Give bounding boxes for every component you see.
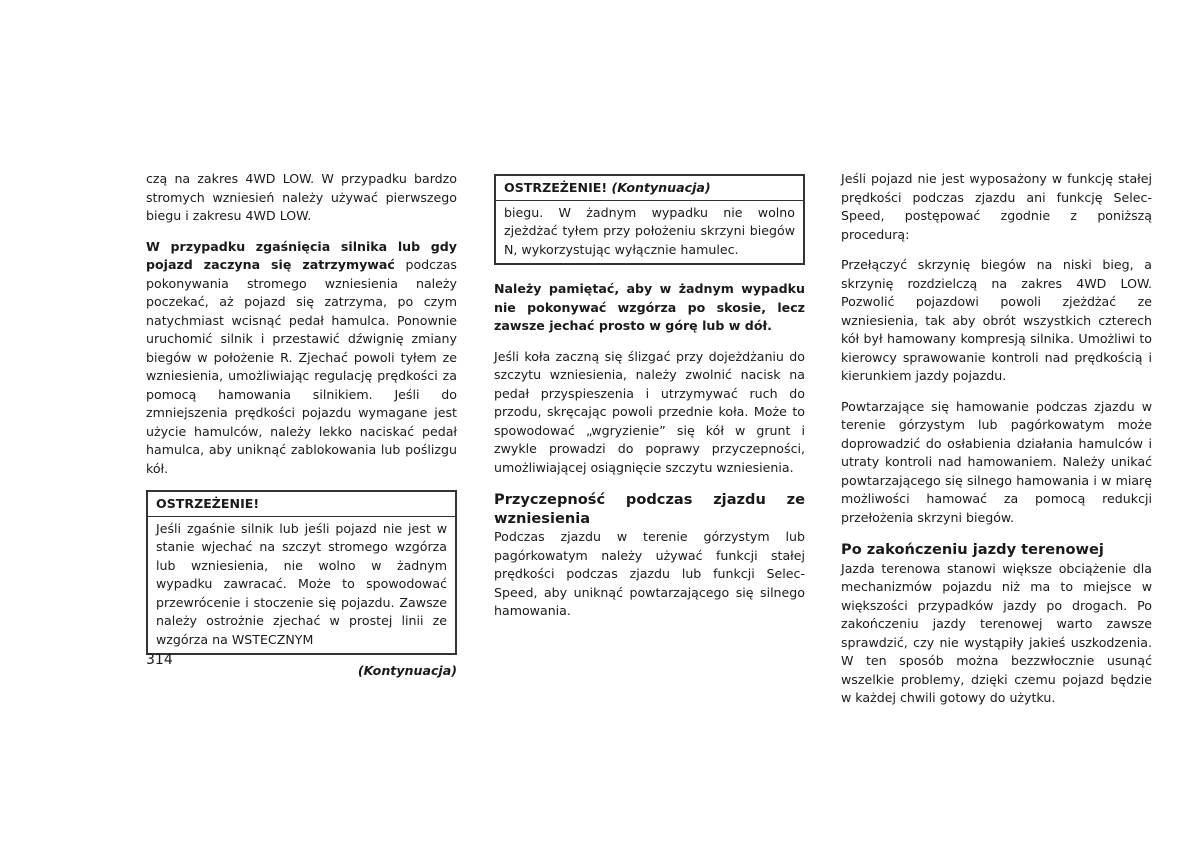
warning-title: OSTRZEŻENIE!: [148, 492, 455, 517]
warning-box: [146, 490, 457, 655]
continued-label: (Kontynuacja): [357, 663, 457, 678]
section-heading-descent-traction: Przyczepność podczas zjazdu ze wzniesienia: [494, 491, 805, 527]
paragraph-engine-stall-bold: W przypadku zgaśnięcia silnika lub gdy pojazd zaczyna się zatrzymywać: [146, 238, 457, 272]
paragraph-wheel-slip: Jeśli koła zaczną się ślizgać przy dojeżdżaniu do szczytu wzniesienia, należy zwolnić nacisk na pedał przyspieszenia i utrzymywać ruch do przodu, skręcając powoli przednie koła. Może to spowodować „wgryzienie” się kół w grunt i zwykle prowadzi do poprawy przyczepności, umożliwiającej osiągnięcie szczytu wzniesienia.: [494, 348, 805, 475]
paragraph-slope-note: Należy pamiętać, aby w żadnym wypadku nie pokonywać wzgórza po skosie, lecz zawsze jechać prosto w górę lub w dół.: [494, 281, 805, 333]
page-number: 314: [146, 652, 173, 668]
warning-text-continued: biegu. W żadnym wypadku nie wolno zjeżdżać tyłem przy położeniu skrzyni biegów N, wykorzystując wyłącznie hamulec.: [504, 204, 795, 257]
paragraph-4wd-low: czą na zakres 4WD LOW. W przypadku bardzo stromych wzniesień należy używać pierwszego biegu i zakresu 4WD LOW.: [146, 171, 457, 223]
paragraph-after-offroad: Jazda terenowa stanowi większe obciążenie dla mechanizmów pojazdu niż ma to miejsce w większości przypadków jazdy po drogach. Po zakończeniu jazdy terenowej warto zawsze sprawdzić, czy nie wystąpiły jakieś uszkodzenia. W ten sposób można bezzwłocznie usunąć wszelkie problemy, dzięki czemu pojazd będzie w każdej chwili gotowy do użytku.: [841, 560, 1152, 705]
warning-title-continued: [496, 176, 803, 201]
column-left: [146, 170, 457, 681]
paragraph-low-gear-procedure: Przełączyć skrzynię biegów na niski bieg, a skrzynię rozdzielczą na zakres 4WD LOW. Pozwolić pojazdowi powoli zjeżdżać ze wzniesienia, tak aby obrót wszystkich czterech kół był hamowany kompresją silnika. Umożliwi to kierowcy sprawowanie kontroli nad prędkością i kierunkiem jazdy pojazdu.: [841, 257, 1152, 383]
warning-box-continued: [494, 174, 805, 265]
column-right: [841, 170, 1152, 708]
warning-continued-tag: (Kontynuacja): [611, 180, 711, 195]
section-heading-after-offroad: Po zakończeniu jazdy terenowej: [841, 541, 1104, 558]
paragraph-engine-stall-text: podczas pokonywania stromego wzniesienia należy poczekać, aż pojazd się zatrzyma, po czym natychmiast wcisnąć pedał hamulca. Ponownie uruchomić silnik i przestawić dźwignię zmiany biegów w położenie R. Zjechać powoli tyłem ze wzniesienia, umożliwiając regulację prędkości za pomocą hamowania silnikiem. Jeśli do zmniejszenia prędkości pojazdu wymagane jest użycie hamulców, należy lekko naciskać pedał hamulca, aby uniknąć zablokowania lub poślizgu kół.: [146, 257, 457, 476]
column-middle: [494, 170, 805, 621]
paragraph-repeated-braking: Powtarzające się hamowanie podczas zjazdu w terenie górzystym lub pagórkowatym może doprowadzić do osłabienia działania hamulców i utraty kontroli nad hamowaniem. Należy unikać powtarzającego się silnego hamowania i w miarę możliwości hamować za pomocą redukcji przełożenia skrzyni biegów.: [841, 398, 1152, 525]
paragraph-descent-speed: Podczas zjazdu w terenie górzystym lub pagórkowatym należy używać funkcji stałej prędkości podczas zjazdu lub funkcji Selec-Speed, aby uniknąć powtarzającego się silnego hamowania.: [494, 529, 805, 618]
warning-title-text: OSTRZEŻENIE!: [504, 180, 608, 195]
warning-text: Jeśli zgaśnie silnik lub jeśli pojazd nie jest w stanie wjechać na szczyt stromego wzgórza lub wzniesienia, nie wolno w żadnym wypadku zawracać. Może to spowodować przewrócenie i stoczenie się pojazdu. Zawsze należy ostrożnie zjechać w prostej linii ze wzgórza na WSTECZNYM: [156, 520, 447, 647]
paragraph-no-speed-control: Jeśli pojazd nie jest wyposażony w funkcję stałej prędkości podczas zjazdu ani funkcję Selec-Speed, postępować zgodnie z poniższą procedurą:: [841, 171, 1152, 242]
paragraph-engine-stall: [146, 238, 457, 479]
